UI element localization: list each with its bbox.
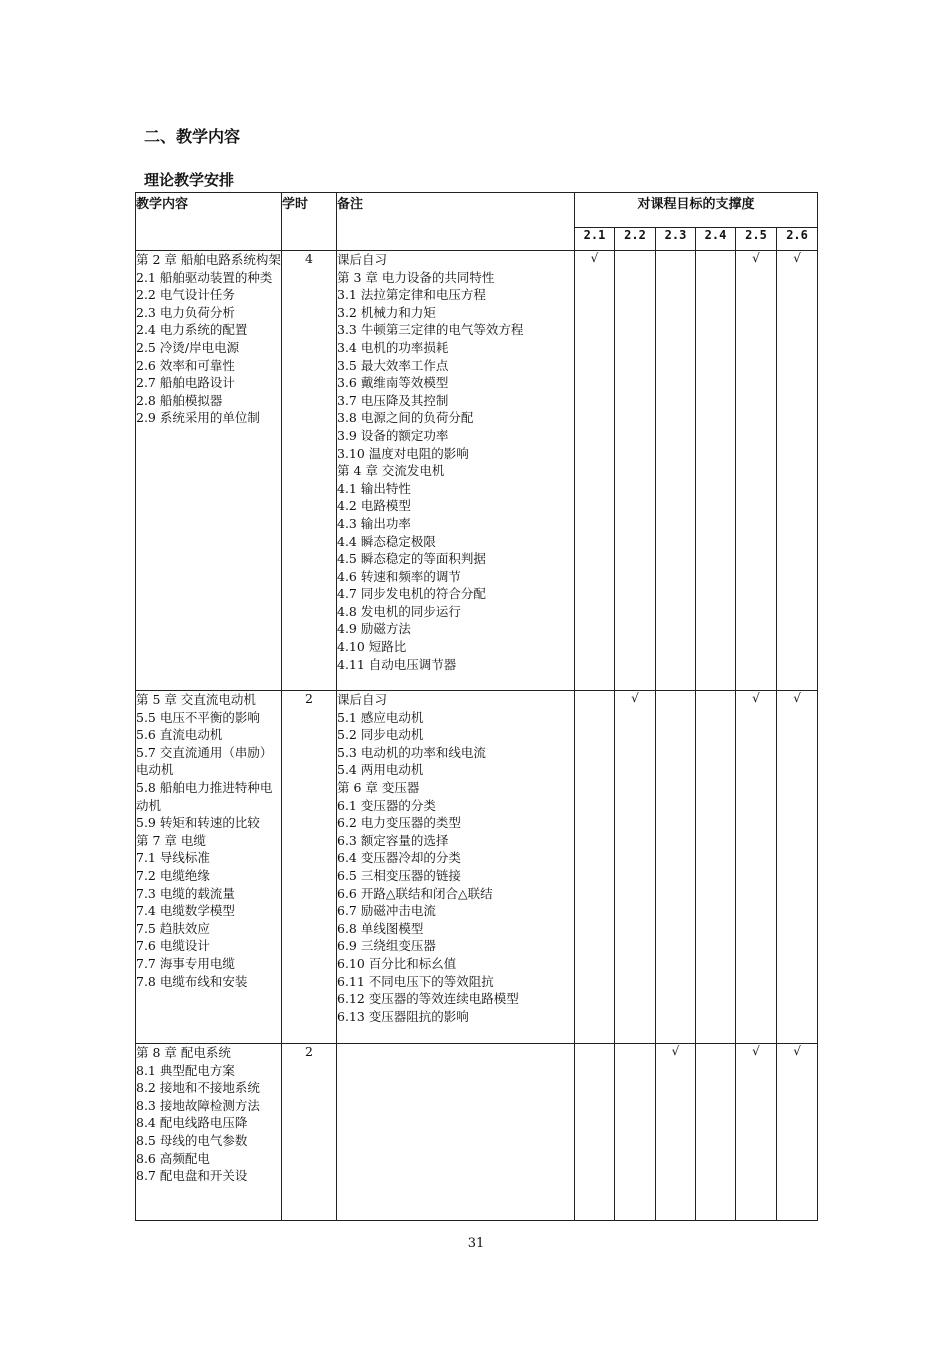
hours-cell: 2 bbox=[282, 691, 337, 1044]
header-goal: 2.3 bbox=[656, 228, 696, 251]
content-cell bbox=[136, 251, 282, 691]
sub-heading: 理论教学安排 bbox=[144, 171, 235, 189]
support-mark-cell bbox=[696, 691, 736, 1044]
content-line: 8.2 接地和不接地系统 bbox=[136, 1080, 260, 1096]
notes-line: 6.12 变压器的等效连续电路模型 bbox=[337, 991, 519, 1007]
notes-line: 4.5 瞬态稳定的等面积判据 bbox=[337, 551, 486, 567]
notes-line: 第 6 章 变压器 bbox=[337, 779, 420, 795]
notes-line: 6.9 三绕组变压器 bbox=[337, 938, 436, 954]
hours-cell: 2 bbox=[282, 1044, 337, 1221]
notes-line: 3.9 设备的额定功率 bbox=[337, 427, 449, 443]
notes-line: 3.1 法拉第定律和电压方程 bbox=[337, 287, 486, 303]
content-line: 8.3 接地故障检测方法 bbox=[136, 1097, 260, 1113]
support-mark-cell bbox=[575, 1044, 615, 1221]
header-notes: 备注 bbox=[337, 193, 575, 251]
notes-line: 6.2 电力变压器的类型 bbox=[337, 815, 461, 831]
header-goal: 2.2 bbox=[615, 228, 656, 251]
notes-line: 6.7 励磁冲击电流 bbox=[337, 903, 436, 919]
notes-line: 第 3 章 电力设备的共同特性 bbox=[337, 269, 495, 285]
content-line: 2.4 电力系统的配置 bbox=[136, 322, 248, 338]
content-line: 7.4 电缆数学模型 bbox=[136, 903, 235, 919]
content-line: 8.5 母线的电气参数 bbox=[136, 1132, 248, 1148]
content-line: 2.1 船舶驱动装置的种类 bbox=[136, 269, 273, 285]
support-mark-cell: √ bbox=[777, 691, 818, 1044]
notes-cell bbox=[337, 251, 575, 691]
support-mark-cell: √ bbox=[777, 251, 818, 691]
content-line: 5.6 直流电动机 bbox=[136, 727, 223, 743]
table-row bbox=[136, 1044, 818, 1221]
header-hours: 学时 bbox=[282, 193, 337, 251]
notes-line: 6.6 开路△联结和闭合△联结 bbox=[337, 885, 493, 901]
content-line: 7.3 电缆的载流量 bbox=[136, 885, 235, 901]
notes-line: 4.7 同步发电机的符合分配 bbox=[337, 586, 486, 602]
content-line: 第 5 章 交直流电动机 bbox=[136, 692, 256, 707]
notes-line: 3.3 牛顿第三定律的电气等效方程 bbox=[337, 322, 524, 338]
notes-cell bbox=[337, 1044, 575, 1221]
notes-line: 3.8 电源之间的负荷分配 bbox=[337, 410, 474, 426]
content-line: 8.1 典型配电方案 bbox=[136, 1062, 235, 1078]
support-mark-cell: √ bbox=[736, 251, 777, 691]
notes-line: 课后自习 bbox=[337, 692, 388, 707]
content-line: 8.6 高频配电 bbox=[136, 1150, 210, 1166]
content-cell bbox=[136, 691, 282, 1044]
content-line: 5.7 交直流通用（串励）电动机 bbox=[136, 744, 273, 778]
content-line: 2.8 船舶模拟器 bbox=[136, 392, 223, 408]
notes-line: 5.4 两用电动机 bbox=[337, 762, 424, 778]
content-line: 7.2 电缆绝缘 bbox=[136, 867, 210, 883]
notes-line: 4.9 励磁方法 bbox=[337, 621, 411, 637]
notes-line: 4.3 输出功率 bbox=[337, 515, 411, 531]
content-line: 7.5 趋肤效应 bbox=[136, 920, 210, 936]
notes-line: 4.6 转速和频率的调节 bbox=[337, 568, 461, 584]
notes-line: 3.4 电机的功率损耗 bbox=[337, 339, 449, 355]
content-line: 5.8 船舶电力推进特种电动机 bbox=[136, 779, 273, 813]
header-goal: 2.6 bbox=[777, 228, 818, 251]
support-mark-cell bbox=[656, 251, 696, 691]
notes-line: 6.5 三相变压器的链接 bbox=[337, 867, 461, 883]
content-line: 2.6 效率和可靠性 bbox=[136, 357, 235, 373]
notes-line: 6.10 百分比和标幺值 bbox=[337, 955, 457, 971]
notes-line: 5.2 同步电动机 bbox=[337, 727, 424, 743]
notes-line: 3.10 温度对电阻的影响 bbox=[337, 445, 469, 461]
support-mark-cell: √ bbox=[777, 1044, 818, 1221]
notes-line: 4.10 短路比 bbox=[337, 639, 407, 655]
notes-line: 6.3 额定容量的选择 bbox=[337, 832, 449, 848]
content-line: 8.7 配电盘和开关设 bbox=[136, 1168, 248, 1184]
notes-line: 6.13 变压器阻抗的影响 bbox=[337, 1008, 469, 1024]
support-mark-cell: √ bbox=[656, 1044, 696, 1221]
support-mark-cell bbox=[696, 1044, 736, 1221]
notes-line: 3.2 机械力和力矩 bbox=[337, 304, 436, 320]
support-mark-cell bbox=[615, 251, 656, 691]
content-line: 第 7 章 电缆 bbox=[136, 832, 206, 848]
header-support: 对课程目标的支撑度 bbox=[575, 193, 818, 228]
content-line: 2.3 电力负荷分析 bbox=[136, 304, 235, 320]
content-line: 7.1 导线标准 bbox=[136, 850, 210, 866]
notes-line: 3.7 电压降及其控制 bbox=[337, 392, 449, 408]
notes-line: 第 4 章 交流发电机 bbox=[337, 463, 445, 479]
content-line: 第 2 章 船舶电路系统构架 bbox=[136, 252, 281, 267]
support-mark-cell: √ bbox=[575, 251, 615, 691]
section-heading: 二、教学内容 bbox=[144, 127, 241, 146]
notes-line: 课后自习 bbox=[337, 252, 388, 267]
header-goal: 2.4 bbox=[696, 228, 736, 251]
notes-line: 4.2 电路模型 bbox=[337, 498, 411, 514]
support-mark-cell: √ bbox=[615, 691, 656, 1044]
notes-line: 6.1 变压器的分类 bbox=[337, 797, 436, 813]
notes-line: 3.5 最大效率工作点 bbox=[337, 357, 449, 373]
notes-line: 6.11 不同电压下的等效阻抗 bbox=[337, 973, 494, 989]
hours-cell: 4 bbox=[282, 251, 337, 691]
table-row bbox=[136, 691, 818, 1044]
support-mark-cell bbox=[615, 1044, 656, 1221]
header-goal: 2.1 bbox=[575, 228, 615, 251]
notes-line: 3.6 戴维南等效模型 bbox=[337, 375, 449, 391]
notes-line: 5.1 感应电动机 bbox=[337, 709, 424, 725]
teaching-schedule-table bbox=[135, 192, 818, 1221]
content-line: 第 8 章 配电系统 bbox=[136, 1045, 231, 1060]
content-line: 5.5 电压不平衡的影响 bbox=[136, 709, 260, 725]
notes-line: 4.8 发电机的同步运行 bbox=[337, 603, 461, 619]
content-line: 2.2 电气设计任务 bbox=[136, 287, 235, 303]
content-line: 8.4 配电线路电压降 bbox=[136, 1115, 248, 1131]
header-goal: 2.5 bbox=[736, 228, 777, 251]
notes-line: 6.4 变压器冷却的分类 bbox=[337, 850, 461, 866]
content-line: 2.9 系统采用的单位制 bbox=[136, 410, 260, 426]
header-content: 教学内容 bbox=[136, 193, 282, 251]
support-mark-cell: √ bbox=[736, 1044, 777, 1221]
content-line: 7.8 电缆布线和安装 bbox=[136, 973, 248, 989]
page-number: 31 bbox=[467, 1236, 485, 1251]
support-mark-cell bbox=[696, 251, 736, 691]
notes-cell bbox=[337, 691, 575, 1044]
content-line: 7.7 海事专用电缆 bbox=[136, 955, 235, 971]
notes-line: 4.11 自动电压调节器 bbox=[337, 656, 457, 672]
content-cell bbox=[136, 1044, 282, 1221]
notes-line: 4.1 输出特性 bbox=[337, 480, 411, 496]
notes-line: 5.3 电动机的功率和线电流 bbox=[337, 744, 486, 760]
table-row bbox=[136, 251, 818, 691]
content-line: 5.9 转矩和转速的比较 bbox=[136, 815, 260, 831]
support-mark-cell bbox=[575, 691, 615, 1044]
notes-line: 6.8 单线图模型 bbox=[337, 920, 424, 936]
notes-line: 4.4 瞬态稳定极限 bbox=[337, 533, 436, 549]
support-mark-cell: √ bbox=[736, 691, 777, 1044]
content-line: 2.5 冷烫/岸电电源 bbox=[136, 339, 240, 355]
content-line: 2.7 船舶电路设计 bbox=[136, 375, 235, 391]
content-line: 7.6 电缆设计 bbox=[136, 938, 210, 954]
support-mark-cell bbox=[656, 691, 696, 1044]
